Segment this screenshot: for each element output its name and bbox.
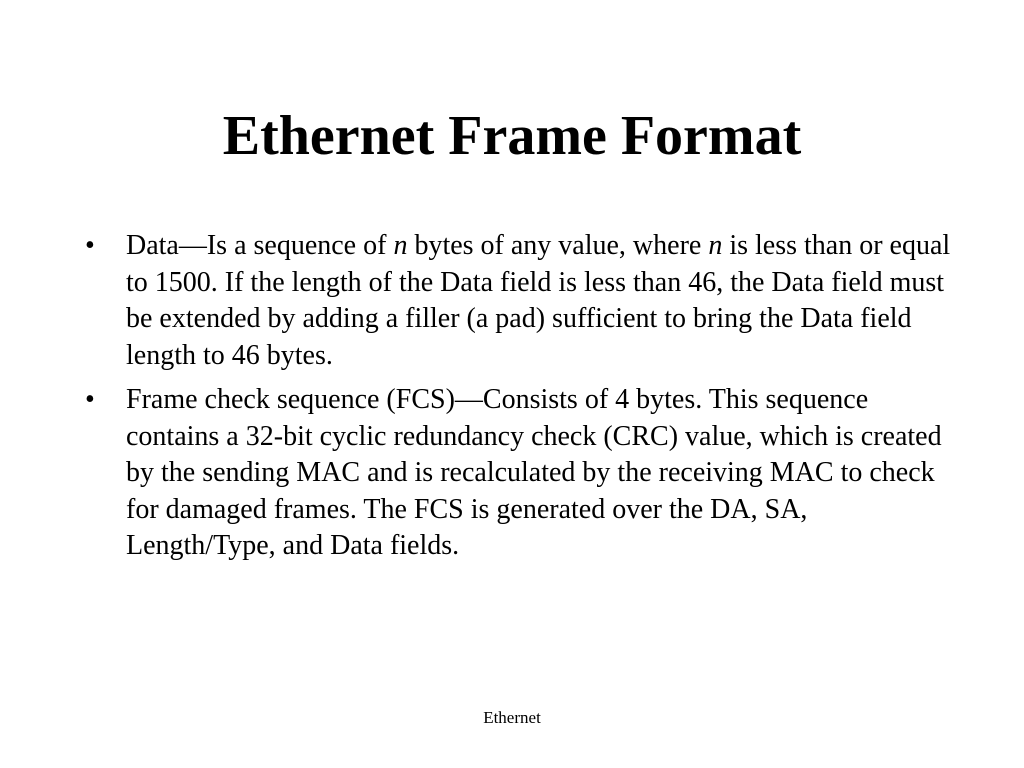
slide-footer: Ethernet: [483, 708, 541, 727]
variable-n: n: [708, 230, 723, 261]
bullet-icon: •: [85, 384, 95, 415]
bullet-text-part: Data—Is a sequence of: [126, 230, 394, 261]
bullet-item-data: [85, 228, 955, 374]
bullet-list: [85, 228, 955, 573]
variable-n: n: [393, 230, 408, 261]
bullet-item-fcs: [85, 382, 955, 565]
slide-title: Ethernet Frame Format: [222, 105, 802, 167]
bullet-text-part: bytes of any value, where: [407, 230, 709, 261]
bullet-text-part: is less than or equal to 1500. If the length of the Data field is less than 46, the Data field must be extended by adding a filler (a pad) sufficient to bring the Data field length to 46 bytes.: [126, 230, 951, 371]
bullet-text: Frame check sequence (FCS)—Consists of 4 bytes. This sequence contains a 32-bit cyclic redundancy check (CRC) value, which is created by the sending MAC and is recalculated by the receiving MAC to check for damaged frames. The FCS is generated over the DA, SA, Length/Type, and Data fields.: [126, 384, 942, 561]
bullet-icon: •: [85, 230, 95, 261]
